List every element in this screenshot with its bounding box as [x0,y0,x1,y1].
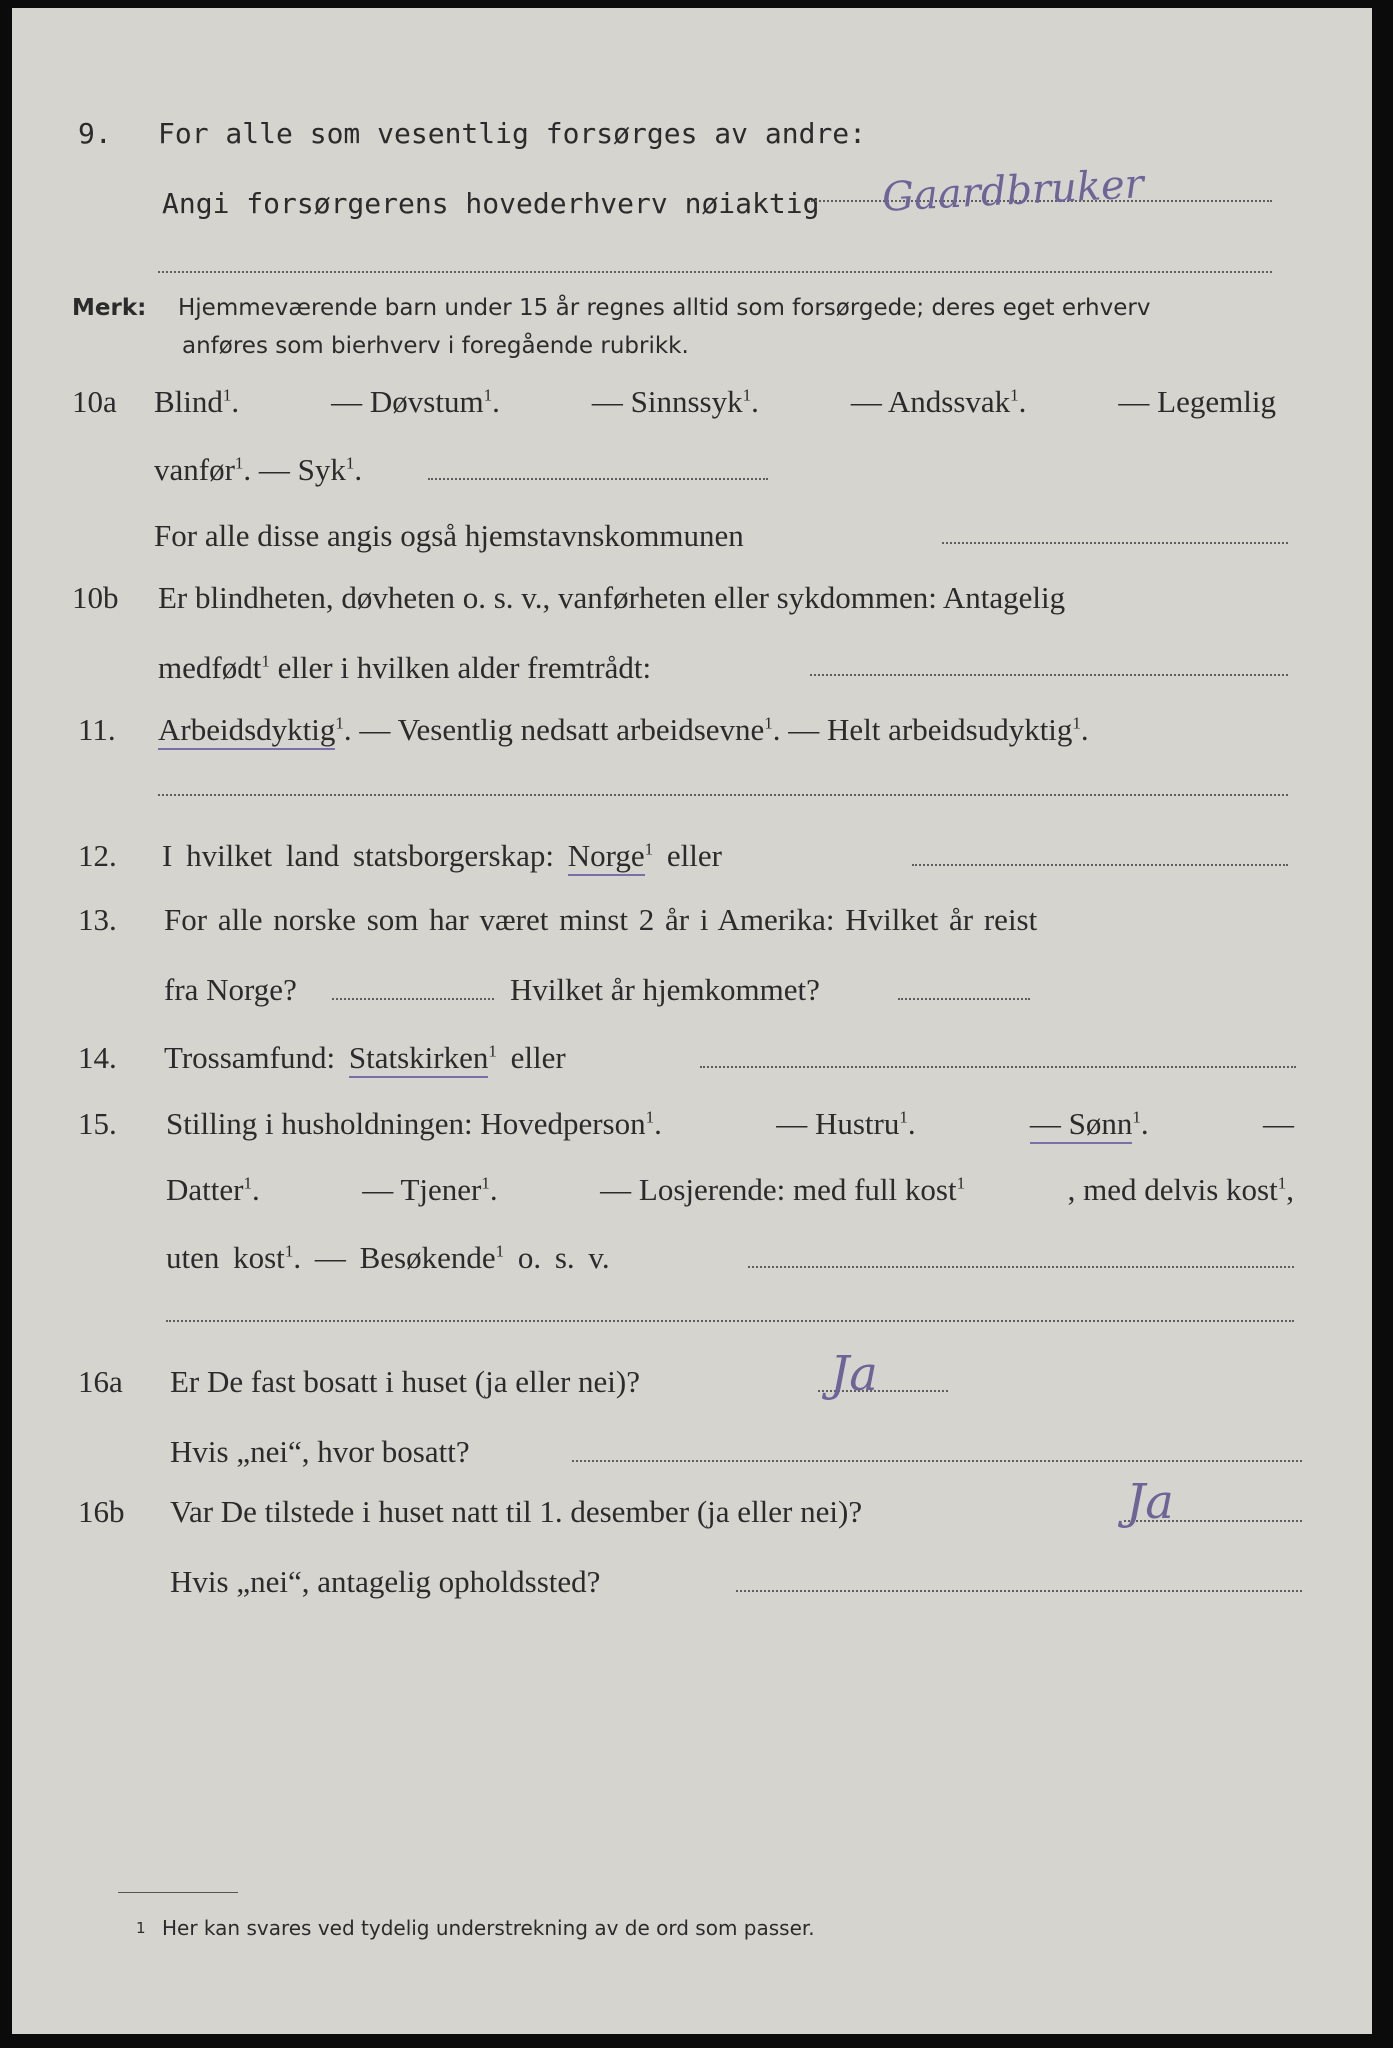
q12-question: I hvilket land statsborgerskap: Norge$^1$ eller [162,836,722,876]
q9-question: Angi forsørgerens hovederhverv nøiaktig [162,187,820,220]
q16b-opholdssted-answer-line[interactable] [736,1590,1302,1592]
q13-question: For alle norske som har været minst 2 år i Amerika: Hvilket år reist [164,902,1038,937]
q16a-number: 16a [78,1364,123,1399]
q15-number: 15. [78,1106,117,1141]
q10a-hjemstavn-answer-line[interactable] [942,542,1288,544]
footnote-mark: 1 [136,1919,146,1937]
q13-hjemkommet: Hvilket år hjemkommet? [510,972,820,1007]
q11-answer-line[interactable] [158,794,1288,796]
q16a-handwritten-answer: Ja [830,1346,878,1402]
merk-text-2: anføres som bierhverv i foregående rubrikk. [182,333,689,359]
option-blind[interactable]: Blind$^1$. [154,384,240,419]
option-arbeidsdyktig-underlined[interactable]: Arbeidsdyktig [158,712,335,750]
q13-number: 13. [78,902,117,937]
q15-options-2 [166,1170,1294,1210]
option-sinnssyk[interactable]: — Sinnssyk$^1$. [591,384,759,419]
option-delvis-kost[interactable]: , med delvis kost$^1$, [1067,1172,1294,1207]
q9-heading: For alle som vesentlig forsørges av andre: [158,117,867,150]
q10a-hjemstavn: For alle disse angis også hjemstavnskommunen [154,518,744,553]
census-form-page [12,8,1372,2034]
option-eller[interactable]: eller [666,838,722,873]
option-tjener[interactable]: — Tjener$^1$. [362,1172,498,1207]
q16b-number: 16b [78,1494,125,1529]
option-dovstum[interactable]: — Døvstum$^1$. [331,384,500,419]
q14-answer-line[interactable] [700,1066,1296,1068]
q14-number: 14. [78,1040,117,1075]
q16b-question: Var De tilstede i huset natt til 1. desember (ja eller nei)? [170,1494,863,1529]
q16a-question: Er De fast bosatt i huset (ja eller nei)? [170,1364,640,1399]
q10b-number: 10b [72,580,119,615]
footnote-text: Her kan svares ved tydelig understrekning av de ord som passer. [162,1916,815,1940]
option-statskirken-underlined[interactable]: Statskirken [349,1040,489,1078]
q16a-bosatt-answer-line[interactable] [572,1460,1302,1462]
q13-reist: fra Norge? [164,972,297,1007]
footnote-rule [118,1892,238,1893]
q16b-opholdssted: Hvis „nei“, antagelig opholdssted? [170,1564,601,1599]
option-nedsatt[interactable]: — Vesentlig nedsatt arbeidsevne [359,712,765,747]
q16b-handwritten-answer: Ja [1126,1474,1174,1530]
q16a-bosatt: Hvis „nei“, hvor bosatt? [170,1434,470,1469]
q14-question: Trossamfund: Statskirken$^1$ eller [164,1038,566,1078]
q11-number: 11. [78,712,116,747]
option-besokende[interactable]: — Besøkende$^1$ [314,1240,505,1275]
option-udyktig[interactable]: — Helt arbeidsudyktig [788,712,1073,747]
q13-hjemkommet-answer-line[interactable] [898,998,1030,1000]
option-eller[interactable]: eller [510,1040,566,1075]
q9-handwritten-answer: Gaardbruker [880,161,1145,221]
q15-answer-line[interactable] [748,1266,1294,1268]
q10a-number: 10a [72,384,117,419]
q11-options: Arbeidsdyktig$^1$. — Vesentlig nedsatt arbeidsevne$^1$. — Helt arbeidsudyktig$^1$. [158,710,1089,750]
option-andssvak[interactable]: — Andssvak$^1$. [850,384,1027,419]
q10b-question: Er blindheten, døvheten o. s. v., vanførheten eller sykdommen: Antagelig [158,580,1066,615]
q13-reist-answer-line[interactable] [332,998,494,1000]
q12-answer-line[interactable] [912,864,1288,866]
q10a-vanfor-syk[interactable]: vanfør$^1$. — Syk$^1$. [154,452,363,487]
q15-second-answer-line[interactable] [166,1320,1294,1322]
q15-options-3: uten kost$^1$. — Besøkende$^1$ o. s. v. [166,1240,610,1275]
option-uten-kost[interactable]: uten kost$^1$. [166,1240,302,1275]
q15-options-1: Stilling i husholdningen: Hovedperson$^1$. — Hustru$^1$. — Sønn$^1$. — [166,1104,1294,1144]
option-hovedperson[interactable]: Stilling i husholdningen: Hovedperson$^1$. [166,1106,662,1141]
q9-second-answer-line[interactable] [158,271,1272,273]
q10a-options [154,382,1276,422]
q10b-medfodt[interactable]: medfødt$^1$ eller i hvilken alder fremtrådt: [158,650,652,685]
merk-label: Merk: [72,295,147,321]
option-full-kost[interactable]: — Losjerende: med full kost$^1$ [600,1172,966,1207]
merk-text-1: Hjemmeværende barn under 15 år regnes alltid som forsørgede; deres eget erhverv [178,295,1151,321]
q10a-syk-answer-line[interactable] [428,478,768,480]
option-legemlig[interactable]: — Legemlig [1118,384,1276,419]
option-sonn[interactable]: — Sønn$^1$. [1030,1104,1149,1144]
option-norge-underlined[interactable]: Norge [568,838,645,876]
option-datter[interactable]: Datter$^1$. [166,1172,260,1207]
option-hustru[interactable]: — Hustru$^1$. [776,1106,916,1141]
q12-number: 12. [78,838,117,873]
q9-number: 9. [78,117,112,150]
q10b-answer-line[interactable] [810,674,1288,676]
